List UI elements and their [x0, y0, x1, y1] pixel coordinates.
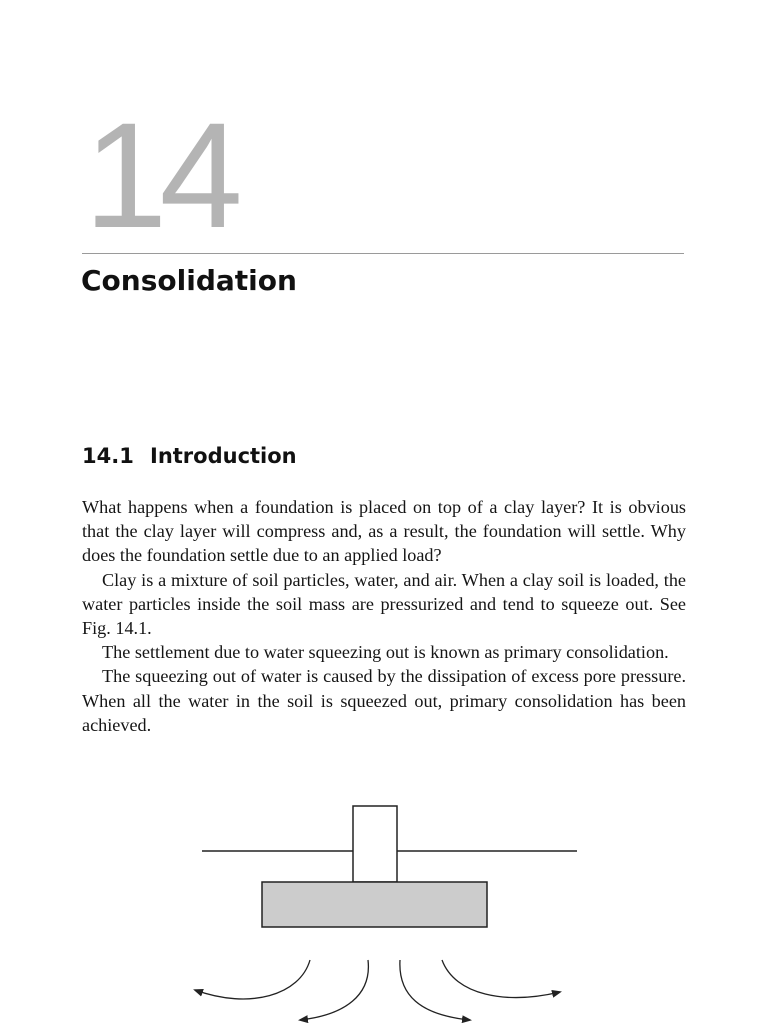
chapter-number: 14 — [84, 91, 235, 259]
foundation-figure — [0, 790, 768, 1024]
section-number: 14.1 — [82, 444, 134, 468]
section-heading — [82, 444, 297, 468]
flow-arrow — [195, 960, 310, 999]
flow-arrow — [400, 960, 470, 1020]
paragraph: Clay is a mixture of soil particles, water, and air. When a clay soil is loaded, the water particles inside the soil mass are pressurized and tend to squeeze out. See Fig. 14.1. — [82, 569, 686, 639]
paragraph: The settlement due to water squeezing out is known as primary consolidation. — [102, 642, 669, 663]
paragraph: What happens when a foundation is placed on top of a clay layer? It is obvious that the clay layer will compress and, as a result, the foundation will settle. Why does the foundation settle due to an applied load? — [82, 497, 686, 566]
flow-arrow — [442, 960, 560, 997]
paragraph: The squeezing out of water is caused by the dissipation of excess pore pressure. When all the water in the soil is squeezed out, primary consolidation has been achieved. — [82, 666, 686, 735]
body-text — [82, 495, 686, 737]
flow-arrow — [300, 960, 368, 1020]
chapter-rule — [82, 253, 684, 254]
column — [353, 806, 397, 882]
section-title: Introduction — [150, 444, 297, 468]
chapter-title: Consolidation — [81, 264, 297, 297]
footing — [262, 882, 487, 927]
